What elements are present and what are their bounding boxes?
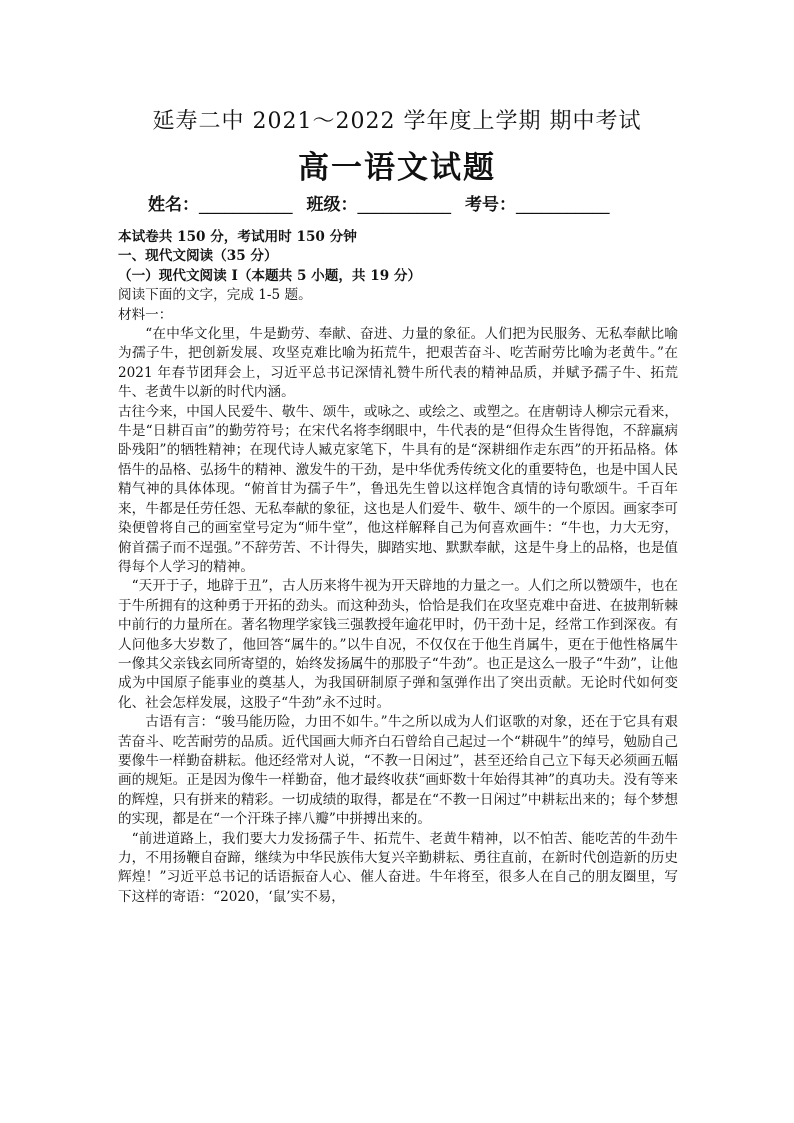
paragraph: “前进道路上，我们要大力发扬孺子牛、拓荒牛、老黄牛精神，以不怕苦、能吃苦的牛劲牛力，不用扬鞭自奋蹄，继续为中华民族伟大复兴辛勤耕耘、勇往直前，在新时代创造新的历史辉煌！”习近平总书记的话语振奋人心、催人奋进。牛年将至，很多人在自己的朋友圈里，写下这样的寄语：“2020，‘鼠’实不易， [118, 830, 678, 905]
number-blank[interactable]: ___________ [516, 195, 610, 215]
paragraph: “天开于子，地辟于丑”，古人历来将牛视为开天辟地的力量之一。人们之所以赞颂牛，也在于牛所拥有的这种勇于开拓的劲头。而这种劲头，恰恰是我们在攻坚克难中奋进、在披荆斩棘中前行的力量所在。著名物理学家钱三强教授年逾花甲时，仍干劲十足，经常工作到深夜。有人问他多大岁数了，他回答“属牛的。”以牛自况，不仅仅在于他生肖属牛，更在于他性格属牛一像其父亲钱玄同所寄望的，始终发扬属牛的那股子“牛劲”。也正是这么一股子“牛劲”，让他成为中国原子能事业的奠基人，为我国研制原子弹和氢弹作出了突出贡献。无论时代如何变化、社会怎样发展，这股子“牛劲”永不过时。 [118, 578, 678, 711]
subsection-heading: （一）现代文阅读 I（本题共 5 小题，共 19 分） [118, 267, 422, 284]
number-field [465, 190, 610, 215]
exam-title: 延寿二中 2021～2022 学年度上学期 期中考试 [152, 109, 642, 134]
exam-body [118, 228, 678, 907]
number-label: 考号： [465, 195, 516, 215]
material-label: 材料一： [118, 306, 173, 323]
subject-title: 高一语文试题 [298, 150, 496, 186]
name-field [148, 190, 293, 215]
name-label: 姓名： [148, 195, 199, 215]
section-heading: 一、现代文阅读（35 分） [118, 248, 278, 265]
name-blank[interactable]: ___________ [199, 195, 293, 215]
class-label: 班级： [306, 195, 358, 215]
paragraph: 古语有言：“骏马能历险，力田不如牛。”牛之所以成为人们讴歌的对象，还在于它具有艰苦奋斗、吃苦耐劳的品质。近代国画大师齐白石曾给自己起过一个“耕砚牛”的绰号，勉励自己要像牛一样勤奋耕耘。他还经常对人说，“不教一日闲过”，甚至还给自己立下每天必须画五幅画的规矩。正是因为像牛一样勤奋，他才最终收获“画虾数十年始得其神”的真功夫。没有等来的辉煌，只有拼来的精彩。一切成绩的取得，都是在“不教一日闲过”中耕耘出来的；每个梦想的实现，都是在“一个汗珠子摔八瓣”中拼搏出来的。 [118, 714, 678, 828]
paragraph: “在中华文化里，牛是勤劳、奉献、奋进、力量的象征。人们把为民服务、无私奉献比喻为孺子牛，把创新发展、攻坚克难比喻为拓荒牛，把艰苦奋斗、吃苦耐劳比喻为老黄牛。”在 2021 年春节团拜会上，习近平总书记深情礼赞牛所代表的精神品质，并赋予孺子牛、拓荒牛、老黄牛以新的时代内涵。 [118, 326, 678, 401]
student-info-row [148, 190, 708, 215]
exam-note: 本试卷共 150 分，考试用时 150 分钟 [118, 229, 357, 245]
paragraph: 古往今来，中国人民爱牛、敬牛、颂牛，或咏之、或绘之、或塑之。在唐朝诗人柳宗元看来，牛是“日耕百亩”的勤劳符号；在宋代名将李纲眼中，牛代表的是“但得众生皆得饱，不辞羸病卧残阳”的牺牲精神；在现代诗人臧克家笔下，牛具有的是“深耕细作走东西”的开拓品格。体悟牛的品格、弘扬牛的精神、激发牛的干劲，是中华优秀传统文化的重要特色，也是中国人民精气神的具体体现。“俯首甘为孺子牛”，鲁迅先生曾以这样饱含真情的诗句歌颂牛。千百年来，牛都是任劳任怨、无私奉献的象征，这也是人们爱牛、敬牛、颂牛的一个原因。画家李可染便曾将自己的画室堂号定为“师牛堂”，他这样解释自己为何喜欢画牛：“牛也，力大无穷，俯首孺子而不逞强。”不辞劳苦、不计得失，脚踏实地、默默奉献，这是牛身上的品格，也是值得每个人学习的精神。 [118, 403, 678, 575]
instruction-text: 阅读下面的文字，完成 1-5 题。 [118, 287, 312, 304]
class-field [307, 190, 452, 215]
class-blank[interactable]: ___________ [357, 195, 451, 215]
